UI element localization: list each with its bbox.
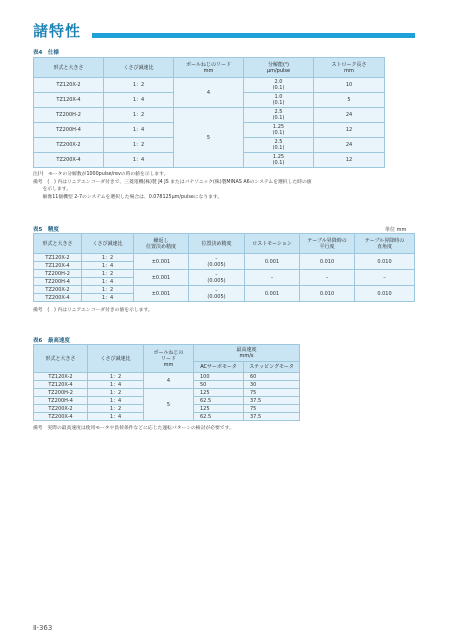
cell-res: 1.25 (0.1)	[244, 153, 314, 168]
cell-ratio: 1：4	[88, 397, 144, 405]
cell-ac: 62.5	[194, 397, 244, 405]
cell-model: TZ200H-2	[34, 389, 88, 397]
cell-ratio: 1：2	[88, 389, 144, 397]
cell-par: 0.010	[300, 254, 355, 270]
cell-model: TZ200X-2	[34, 138, 104, 153]
table5-caption: 表5 精度	[33, 227, 59, 233]
title-rule	[92, 33, 415, 38]
cell-ratio: 1：4	[82, 262, 134, 270]
cell-ac: 125	[194, 405, 244, 413]
header-ratio: くさび減速比	[82, 234, 134, 254]
header-resolution	[244, 58, 314, 78]
cell-res: 2.5 (0.1)	[244, 138, 314, 153]
cell-ratio: 1：2	[82, 286, 134, 294]
cell-res: 2.5 (0.1)	[244, 108, 314, 123]
cell-ratio: 1：4	[82, 294, 134, 302]
cell-model: TZ200X-4	[34, 413, 88, 421]
cell-ratio: 1：2	[104, 138, 174, 153]
cell-ratio: 1：2	[88, 373, 144, 381]
cell-stroke: 24	[314, 138, 385, 153]
cell-model: TZ200H-2	[34, 270, 82, 278]
spec-table	[33, 57, 385, 168]
max-speed-table	[33, 344, 300, 421]
cell-stroke: 5	[314, 93, 385, 108]
header-max-speed	[194, 345, 300, 362]
cell-ac: 100	[194, 373, 244, 381]
page-title: 諸特性	[33, 22, 82, 40]
table6-note: 備考 実際の最高速度は使用モータや負荷条件などに応じた運転パターンの検討が必要です。	[33, 426, 234, 431]
cell-ratio: 1：2	[82, 254, 134, 262]
header-lead-label: ボールねじのリード mm	[186, 61, 231, 74]
cell-stroke: 24	[314, 108, 385, 123]
header-model: 形式と大きさ	[34, 234, 82, 254]
cell-ratio: 1：4	[104, 153, 174, 168]
header-max-speed-label: 最高速度 mm/s	[236, 347, 257, 359]
cell-stroke: 12	[314, 153, 385, 168]
cell-ratio: 1：2	[82, 270, 134, 278]
cell-model: TZ200X-2	[34, 286, 82, 294]
cell-st: 75	[244, 405, 300, 413]
header-parallelism	[300, 234, 355, 254]
cell-ac: 50	[194, 381, 244, 389]
cell-pos: – (0.005)	[189, 254, 245, 270]
cell-model: TZ200H-2	[34, 108, 104, 123]
header-ratio: くさび減速比	[88, 345, 144, 373]
cell-st: 75	[244, 389, 300, 397]
cell-par: –	[300, 270, 355, 286]
cell-ratio: 1：4	[104, 123, 174, 138]
header-resolution-label: 分解能(¹) μm/pulse	[266, 61, 291, 74]
header-stepping: ステッピングモータ	[244, 362, 300, 373]
cell-res: 2.0 (0.1)	[244, 78, 314, 93]
cell-res: 1.25 (0.1)	[244, 123, 314, 138]
header-perpendicularity-label: テーブル昇降時の 直角度	[364, 237, 405, 250]
cell-ratio: 1：4	[82, 278, 134, 286]
cell-rep: ±0.001	[134, 286, 189, 302]
table4-notes	[33, 171, 312, 201]
cell-ratio: 1：4	[88, 381, 144, 389]
header-repeatability-label: 繰返し 位置決め精度	[145, 237, 176, 250]
note-line: を示します。	[33, 187, 71, 192]
cell-pos: – (0.005)	[189, 270, 245, 286]
cell-ac: 62.5	[194, 413, 244, 421]
header-ac-servo: ACサーボモータ	[194, 362, 244, 373]
header-stroke	[314, 58, 385, 78]
cell-lead: 4	[144, 373, 194, 389]
header-repeatability	[134, 234, 189, 254]
cell-pos: – (0.005)	[189, 286, 245, 302]
cell-model: TZ200H-4	[34, 397, 88, 405]
cell-lead: 5	[144, 389, 194, 421]
cell-model: TZ120X-2	[34, 254, 82, 262]
cell-stroke: 12	[314, 123, 385, 138]
table5-unit: 単位 mm	[385, 227, 407, 233]
cell-rep: ±0.001	[134, 254, 189, 270]
cell-st: 30	[244, 381, 300, 389]
cell-model: TZ120X-2	[34, 78, 104, 93]
cell-st: 37.5	[244, 413, 300, 421]
cell-ratio: 1：4	[104, 93, 174, 108]
cell-model: TZ200H-4	[34, 123, 104, 138]
cell-perp: 0.010	[355, 286, 415, 302]
cell-model: TZ120X-4	[34, 93, 104, 108]
header-lead	[144, 345, 194, 373]
note-line: 注(¹) モータの分解数が1000pulse/revの時の値を示します。	[33, 172, 169, 177]
cell-lead: 4	[174, 78, 244, 108]
cell-lost: 0.001	[245, 254, 300, 270]
note-line: 解像11個機型 2-7のシステムを選択した場合は、0.078125μm/pulseになります。	[33, 194, 223, 200]
table5-note: 備考 ( ) 内はリニアエンコーダ付きの値を示します。	[33, 308, 153, 313]
cell-lost: –	[245, 270, 300, 286]
page-number: Ⅱ-363	[33, 624, 53, 632]
cell-perp: –	[355, 270, 415, 286]
header-positioning: 位置決め精度	[189, 234, 245, 254]
header-perpendicularity	[355, 234, 415, 254]
cell-lead: 5	[174, 108, 244, 168]
cell-model: TZ200H-4	[34, 278, 82, 286]
note-line: 備考 ( ) 内はリニアエンコーダ付きで、三菱電機(株)製 J4 JS またはパナソニック(株)製MINAS A6のシステムを選択した時の値	[33, 179, 312, 185]
header-lead-label: ボールねじの リード mm	[153, 349, 184, 368]
cell-ratio: 1：2	[104, 108, 174, 123]
cell-lost: 0.001	[245, 286, 300, 302]
header-ratio: くさび減速比	[104, 58, 174, 78]
cell-model: TZ120X-4	[34, 381, 88, 389]
cell-ratio: 1：2	[88, 405, 144, 413]
cell-model: TZ120X-2	[34, 373, 88, 381]
cell-model: TZ200X-4	[34, 153, 104, 168]
header-model: 形式と大きさ	[34, 345, 88, 373]
cell-ratio: 1：4	[88, 413, 144, 421]
cell-st: 37.5	[244, 397, 300, 405]
cell-model: TZ200X-2	[34, 405, 88, 413]
header-parallelism-label: テーブル昇降時の 平行度	[307, 237, 347, 250]
cell-perp: 0.010	[355, 254, 415, 270]
cell-model: TZ200X-4	[34, 294, 82, 302]
table4-caption: 表4 仕様	[33, 50, 59, 56]
cell-stroke: 10	[314, 78, 385, 93]
header-model: 形式と大きさ	[34, 58, 104, 78]
header-lead	[174, 58, 244, 78]
cell-st: 60	[244, 373, 300, 381]
cell-res: 1.0 (0.1)	[244, 93, 314, 108]
accuracy-table	[33, 233, 415, 302]
cell-rep: ±0.001	[134, 270, 189, 286]
header-lost-motion: ロストモーション	[245, 234, 300, 254]
cell-ac: 125	[194, 389, 244, 397]
table6-caption: 表6 最高速度	[33, 338, 70, 344]
cell-model: TZ120X-4	[34, 262, 82, 270]
cell-par: 0.010	[300, 286, 355, 302]
header-stroke-label: ストローク長さ mm	[331, 61, 367, 74]
cell-ratio: 1：2	[104, 78, 174, 93]
